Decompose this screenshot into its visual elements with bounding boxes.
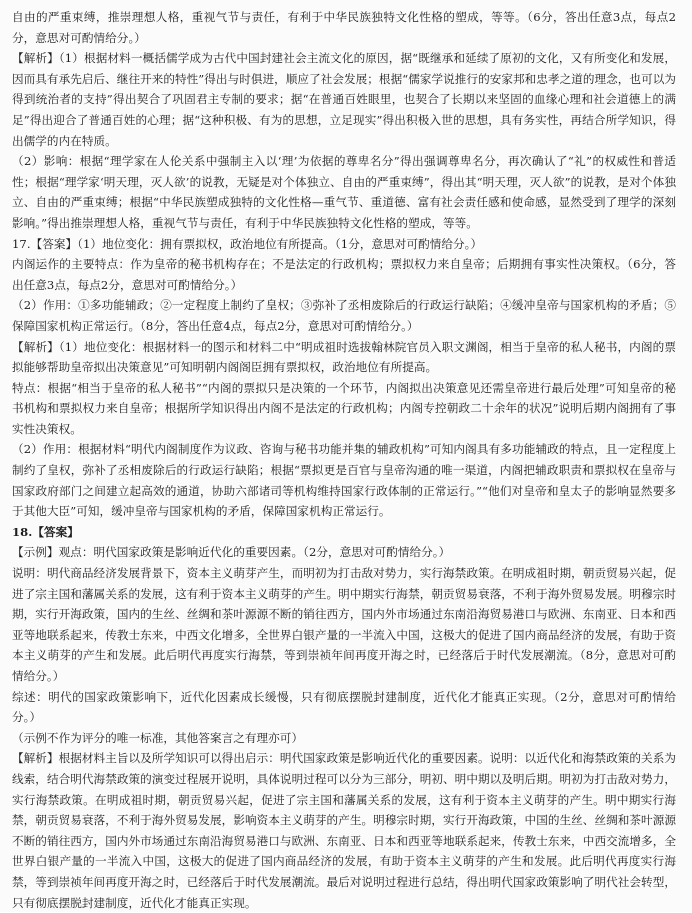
paragraph-q18-note: （示例不作为评分的唯一标准，其他答案言之有理亦可） — [12, 730, 304, 745]
paragraph-q17-answer-1: 17.【答案】（1）地位变化：拥有票拟权，政治地位有所提高。（1分，意思对可酌情给分。） — [12, 236, 483, 251]
paragraph-q18-summary: 综述：明代的国家政策影响下，近代化因素成长缓慢，只有彻底摆脱封建制度，近代化才能真正实现。（2分，意思对可酌情给分。） — [12, 689, 676, 725]
paragraph-q18-explanation: 说明：明代商品经济发展背景下，资本主义萌芽产生，而明初为打击敌对势力，实行海禁政策。在明成祖时期，朝贡贸易兴起，促进了宗主国和藩属关系的发展，这有利于资本主义萌芽的产生。明中期实行海禁，朝贡贸易衰落，不利于海外贸易发展。明穆宗时期，实行开海政策，国内的生丝、丝绸和茶叶源源不断的销往西方，国内外市场通过东南沿海贸易港口与欧洲、东南亚、日本和西亚等地联系起来，传教士东来，中西文化增多，全世界白银产量的一半流入中国，这极大的促进了国内商品经济的发展，有助于资本主义萌芽的产生和发展。此后明代再度实行海禁，等到崇祯年间再度开海之时，已经落后于时代发展潮流。（8分，意思对可酌情给分。） — [12, 566, 676, 683]
paragraph-q17-analysis-2: （2）作用：根据材料“明代内阁制度作为议政、咨询与秘书功能并集的辅政机构”可知内阁具有多功能辅政的特点，且一定程度上制约了皇权，弥补了丞相废除后的行政运行缺陷；根据“票拟更是百官与皇帝沟通的唯一渠道，内阁把辅政职责和票拟权在皇帝与国家政府部门之间建立起高效的通道，协助六部诸司等机构维持国家行政体制的正常运行。”“他们对皇帝和皇太子的影响显然要多于其他大臣”可知，缓冲皇帝与国家机构的矛盾，保障国家机构正常运行。 — [12, 442, 676, 519]
paragraph-q18-analysis: 【解析】根据材料主旨以及所学知识可以得出启示：明代国家政策是影响近代化的重要因素。说明：以近代化和海禁政策的关系为线索，结合明代海禁政策的演变过程展开说明，具体说明过程可以分为三部分，明初、明中期以及明后期。明初为打击敌对势力，实行海禁政策。在明成祖时期，朝贡贸易兴起，促进了宗主国和藩属关系的发展，这有利于资本主义萌芽的产生。明中期实行海禁，朝贡贸易衰落，不利于海外贸易发展，影响资本主义萌芽的产生。明穆宗时期，实行开海政策，中国的生丝、丝绸和茶叶源源不断的销往西方，国内外市场通过东南沿海贸易港口与欧洲、东南亚、日本和西亚等地联系起来，传教士东来，中西交流增多，全世界白银产量的一半流入中国，这极大的促进了国内商品经济的发展，有助于资本主义萌芽的产生和发展。此后明代再度实行海禁，等到崇祯年间再度开海之时，已经落后于时代发展潮流。最后对说明过程进行总结，得出明代国家政策影响了明代社会转型，只有彻底摆脱封建制度，近代化才能真正实现。 — [12, 751, 676, 910]
paragraph-q16-conclusion: 自由的严重束缚，推崇理想人格，重视气节与责任，有利于中华民族独特文化性格的塑成，等等。（6分，答出任意3点，每点2分，意思对可酌情给分。） — [12, 10, 676, 45]
paragraph-q17-analysis-features: 特点：根据“相当于皇帝的私人秘书”“内阁的票拟只是决策的一个环节，内阁拟出决策意见还需皇帝进行最后处理”可知皇帝的秘书机构和票拟权力来自皇帝；根据所学知识得出内阁不是法定的行政机构；内阁专控朝政二十余年的状况”说明后期内阁拥有了事实性决策权。 — [12, 380, 676, 436]
paragraph-q18-heading: 18.【答案】 — [12, 524, 79, 539]
paragraph-q17-answer-2: （2）作用：①多功能辅政；②一定程度上制约了皇权；③弥补了丞相废除后的行政运行缺陷；④缓冲皇帝与国家机构的矛盾；⑤保障国家机构正常运行。（8分，答出任意4点，每点2分，意思对可酌情给分。） — [12, 298, 676, 333]
paragraph-q16-analysis-1: 【解析】（1）根据材料一概括儒学成为古代中国封建社会主流文化的原因，据“既继承和延续了原初的文化，又有所变化和发展，因而具有承先启后、继往开来的特性”得出与时俱进，顺应了社会发展；根据“儒家学说推行的安家邦和忠孝之道的理念，也可以为得到统治者的支持”得出契合了巩固君主专制的要求；据“在普通百姓眼里，也契合了长期以来坚固的血缘心理和社会道德上的满足”得出迎合了普通百姓的心理；据“这种积极、有为的思想，立足现实”得出积极入世的思想，具有务实性，再结合所学知识，得出儒学的内在特质。 — [12, 51, 677, 148]
paragraph-q16-analysis-2: （2）影响：根据“理学家在人伦关系中强制主入以‘理’为依据的尊卑名分”得出强调尊卑名分，再次确认了“礼”的权威性和普适性；根据“理学家‘明天理，灭人欲’的说教，无疑是对个体独立、自由的严重束缚”，得出其“明天理，灭人欲”的说教，是对个体独立、自由的严重束缚；根据“中华民族塑成独特的文化性格—重气节、重道德、富有社会责任感和使命感，显然受到了理学的深刻影响。”得出推崇理想人格，重视气节与责任，有利于中华民族独特文化性格的塑成，等等。 — [12, 154, 676, 230]
paragraph-q17-analysis-1: 【解析】（1）地位变化：根据材料一的图示和材料二中“明成祖时选拔翰林院官员入职文渊阁，相当于皇帝的私人秘书，内阁的票拟能够帮助皇帝拟出决策意见”可知明朝内阁阁臣拥有票拟权，政治地位有所提高。 — [12, 339, 676, 375]
paragraph-q18-example-viewpoint: 【示例】观点：明代国家政策是影响近代化的重要因素。（2分，意思对可酌情给分。） — [12, 545, 451, 560]
paragraph-q17-features: 内阁运作的主要特点：作为皇帝的秘书机构存在；不是法定的行政机构；票拟权力来自皇帝；后期拥有事实性决策权。（6分，答出任意3点，每点2分，意思对可酌情给分。） — [12, 257, 676, 292]
